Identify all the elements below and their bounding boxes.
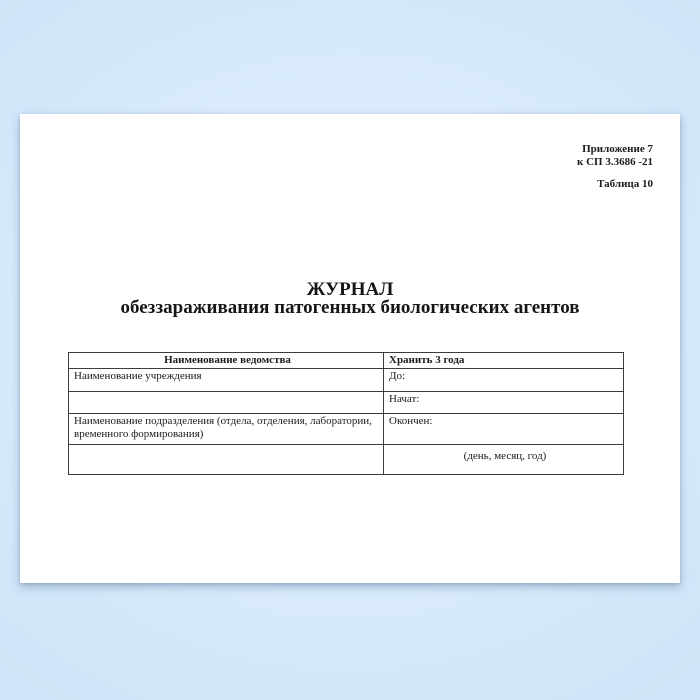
title-line-2: обеззараживания патогенных биологических агентов [120,297,580,318]
appendix-line-2: к СП 3.3686 -21 [576,156,653,168]
cell-empty-left [69,445,384,475]
table-row [69,392,624,414]
cell-day-month-year-hint: (день, месяц, год) [384,445,624,475]
cell-started: Начат: [384,392,624,414]
cell-keep-3-years-header: Хранить 3 года [384,353,624,369]
cell-finished: Окончен: [384,414,624,445]
document-title [20,280,680,317]
title-line-1: ЖУРНАЛ [306,279,394,300]
cell-subdivision-name: Наименование подразделения (отдела, отделения, лаборатории, временного формирования) [69,414,384,445]
cell-institution-name: Наименование учреждения [69,369,384,392]
corner-note [577,143,653,191]
table-row-header [69,353,624,369]
table-row [69,414,624,445]
appendix-line-1: Приложение 7 [582,143,653,155]
form-table [68,352,624,475]
table-number-label: Таблица 10 [597,178,653,190]
document-page [20,114,680,583]
table-row [69,369,624,392]
cell-department-name-header: Наименование ведомства [69,353,384,369]
table-row [69,445,624,475]
cell-until: До: [384,369,624,392]
cell-empty-left [69,392,384,414]
